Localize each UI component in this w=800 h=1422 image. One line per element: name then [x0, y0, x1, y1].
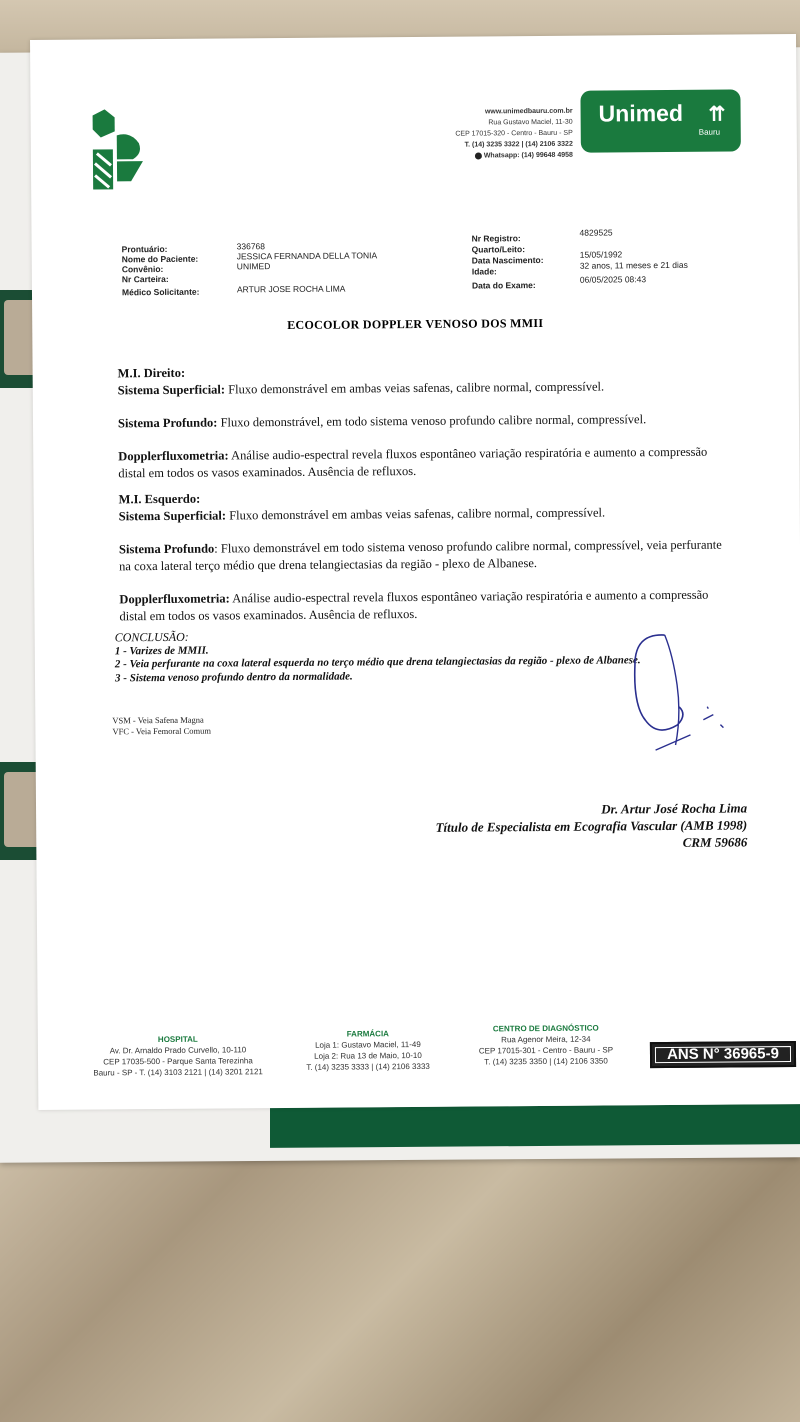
right-superficial-label: Sistema Superficial: — [117, 382, 226, 398]
patient-labels-right — [472, 233, 544, 292]
contact-url: www.unimedbauru.com.br — [484, 107, 573, 116]
footer-farmacia — [288, 1028, 448, 1073]
unimed-tree-icon: ⇈ — [708, 103, 726, 126]
ans-registration-badge — [650, 1041, 796, 1068]
quarto-label: Quarto/Leito: — [471, 244, 526, 255]
left-leg-section — [119, 487, 730, 626]
footer-farmacia-line-3: T. (14) 3235 3333 | (14) 2106 3333 — [306, 1061, 430, 1072]
patient-values-left — [237, 240, 378, 294]
abbr-vfc: VFC - Veia Femoral Comum — [112, 725, 212, 737]
idade-label: Idade: — [471, 266, 497, 277]
right-doppler-text: Análise audio-espectral revela fluxos espontâneo variação respiratória e aumento a compressão distal em todos os vasos examinados. Ausência de refluxos. — [118, 444, 708, 481]
conclusion-heading: CONCLUSÃO: — [114, 629, 189, 645]
registro-value: 4829525 — [579, 227, 613, 238]
left-doppler-label: Dopplerfluxometria: — [119, 591, 230, 607]
contact-whatsapp-row — [391, 150, 573, 162]
footer-diag-line-1: Rua Agenor Meira, 12-34 — [501, 1034, 591, 1045]
left-leg-heading: M.I. Esquerdo: — [118, 491, 201, 507]
nascimento-value: 15/05/1992 — [579, 249, 623, 260]
left-doppler-text: Análise audio-espectral revela fluxos espontâneo variação respiratória e aumento a compressão distal em todos os vasos examinados. Ausência de refluxos. — [119, 587, 709, 624]
left-superficial-text: Fluxo demonstrável em ambas veias safenas, calibre normal, compressível. — [225, 505, 606, 523]
left-profundo-text: : Fluxo demonstrável em todo sistema venoso profundo calibre normal, compressível, veia perfurante na coxa lateral terço médio que drena telangiectasias da região - plexo de Albanese. — [119, 537, 722, 574]
registro-label: Nr Registro: — [471, 233, 521, 244]
carteira-label: Nr Carteira: — [121, 273, 169, 285]
idade-value: 32 anos, 11 meses e 21 dias — [579, 259, 688, 271]
footer-diag-line-2: CEP 17015-301 - Centro - Bauru - SP — [478, 1045, 614, 1056]
convenio-value: UNIMED — [236, 261, 271, 272]
conclusion-item-2: 2 - Veia perfurante na coxa lateral esquerda no terço médio que drena telangiectasias da região - plexo de Albanese. — [114, 654, 641, 671]
footer-hospital-line-3: Bauru - SP - T. (14) 3103 2121 | (14) 3201 2121 — [93, 1067, 263, 1078]
footer-hospital-line-2: CEP 17035-500 - Parque Santa Terezinha — [103, 1056, 253, 1067]
doctor-crm: CRM 59686 — [682, 834, 748, 850]
footer-hospital-line-1: Av. Dr. Arnaldo Prado Curvello, 10-110 — [109, 1045, 247, 1056]
right-profundo-text: Fluxo demonstrável, em todo sistema venoso profundo calibre normal, compressível. — [217, 412, 647, 430]
contact-cep: CEP 17015-320 - Centro - Bauru - SP — [455, 129, 573, 138]
right-doppler-label: Dopplerfluxometria: — [118, 448, 229, 464]
prontuario-value: 336768 — [236, 241, 266, 252]
right-superficial-text: Fluxo demonstrável em ambas veias safenas, calibre normal, compressível. — [224, 379, 605, 397]
report-title: ECOCOLOR DOPPLER VENOSO DOS MMII — [287, 315, 544, 332]
right-leg-heading: M.I. Direito: — [117, 365, 186, 381]
nome-value: JESSICA FERNANDA DELLA TONIA — [236, 250, 378, 262]
patient-values-right — [579, 227, 688, 286]
signature-block — [435, 799, 747, 852]
report-page — [30, 34, 800, 1110]
contact-address: Rua Gustavo Maciel, 11-30 — [488, 118, 573, 127]
folder-green-strip — [270, 1104, 800, 1148]
footer-farmacia-line-2: Loja 2: Rua 13 de Maio, 10-10 — [314, 1050, 422, 1061]
right-profundo-label: Sistema Profundo: — [117, 415, 218, 431]
contact-info — [391, 106, 573, 162]
ans-number: ANS N° 36965-9 — [666, 1045, 779, 1064]
prontuario-label: Prontuário: — [121, 243, 168, 255]
unimed-logo-mark — [91, 109, 154, 194]
doctor-name: Dr. Artur José Rocha Lima — [601, 800, 748, 817]
footer-hospital — [83, 1033, 273, 1078]
nome-label: Nome do Paciente: — [121, 253, 199, 265]
exame-value: 06/05/2025 08:43 — [579, 274, 647, 285]
right-leg-section — [118, 361, 729, 483]
abbreviations — [112, 715, 211, 738]
doctor-specialty: Título de Especialista em Ecografia Vascular (AMB 1998) — [435, 817, 748, 835]
medico-label: Médico Solicitante: — [121, 286, 200, 298]
contact-whatsapp: Whatsapp: (14) 99648 4958 — [483, 151, 573, 160]
exame-label: Data do Exame: — [471, 280, 536, 291]
handwritten-signature — [595, 624, 736, 770]
footer-diagnostico — [456, 1022, 636, 1067]
nascimento-label: Data Nascimento: — [471, 254, 544, 266]
footer-diag-line-3: T. (14) 3235 3350 | (14) 2106 3350 — [484, 1056, 608, 1067]
footer-farmacia-title: FARMÁCIA — [346, 1029, 389, 1039]
unimed-brand-box — [580, 89, 740, 152]
footer-hospital-title: HOSPITAL — [157, 1034, 198, 1045]
left-superficial-label: Sistema Superficial: — [118, 508, 227, 524]
patient-labels-left — [122, 244, 200, 298]
conclusion-item-1: 1 - Varizes de MMII. — [114, 644, 209, 657]
contact-phone: T. (14) 3235 3322 | (14) 2106 3322 — [464, 140, 573, 149]
footer-diag-title: CENTRO DE DIAGNÓSTICO — [492, 1023, 599, 1034]
brand-name: Unimed — [598, 99, 684, 127]
conclusion-item-3: 3 - Sistema venoso profundo dentro da normalidade. — [114, 669, 353, 684]
left-profundo-label: Sistema Profundo — [118, 541, 215, 557]
countertop-background — [0, 1140, 800, 1422]
abbr-vsm: VSM - Veia Safena Magna — [112, 714, 204, 726]
whatsapp-icon — [475, 152, 482, 159]
medico-value: ARTUR JOSE ROCHA LIMA — [236, 283, 346, 295]
convenio-label: Convênio: — [121, 263, 164, 275]
footer-farmacia-line-1: Loja 1: Gustavo Maciel, 11-49 — [315, 1039, 421, 1050]
brand-city: Bauru — [698, 127, 721, 137]
